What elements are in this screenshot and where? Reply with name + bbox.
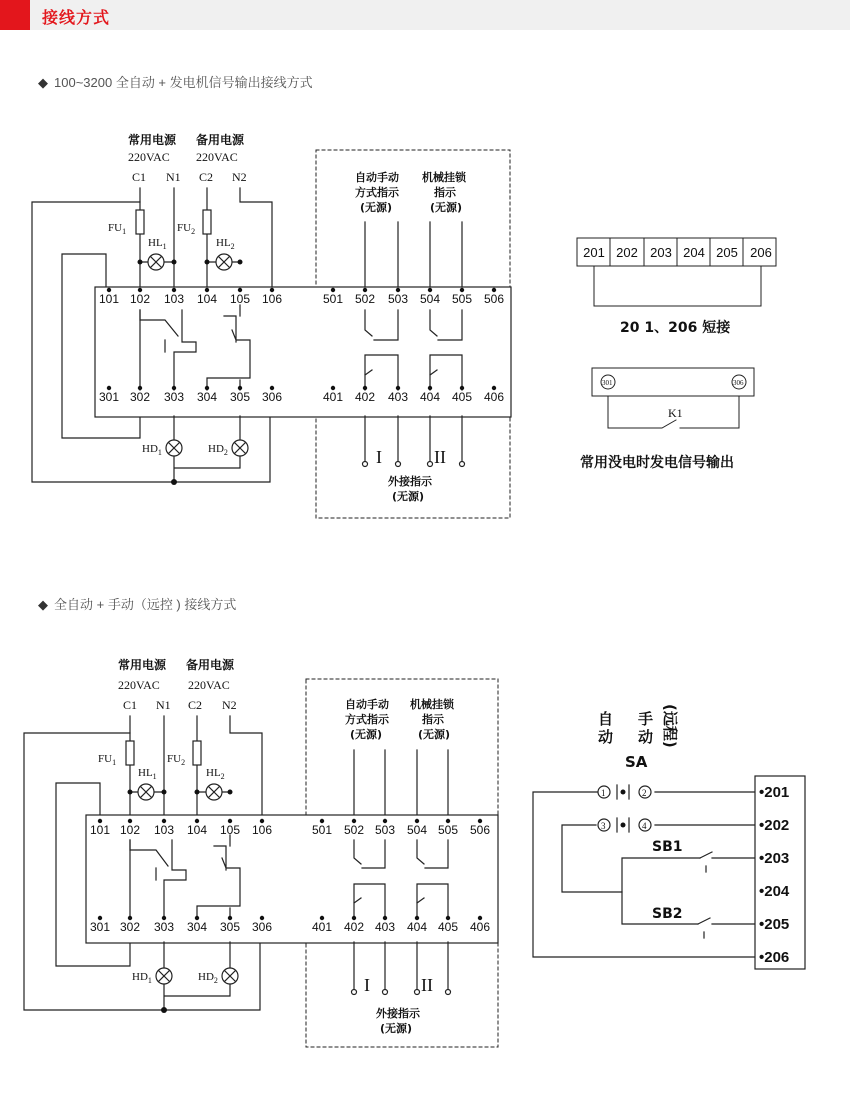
c1-label: C1 xyxy=(123,698,138,712)
backup-power-label: 备用电源 xyxy=(196,133,245,147)
hl1-label: $HL_1$ xyxy=(138,767,157,781)
n2-label: N2 xyxy=(232,170,247,184)
sa-loop-wire xyxy=(533,792,755,957)
short-terminal-label: 204 xyxy=(683,245,705,260)
sb1-label: SB1 xyxy=(652,839,683,855)
terminal-label: 404 xyxy=(419,390,441,404)
terminal-label: 303 xyxy=(163,390,185,404)
remote-terminal-label: •202 xyxy=(759,817,790,834)
remote-terminal-label: •203 xyxy=(759,850,790,867)
terminal-label: 105 xyxy=(219,823,241,837)
remote-terminal-box xyxy=(755,776,805,969)
terminal-label: 102 xyxy=(129,292,151,306)
short-note: 20 1、206 短接 xyxy=(620,320,731,336)
terminal-label: 503 xyxy=(374,823,396,837)
section1-title-text: 100~3200 全自动 + 发电机信号输出接线方式 xyxy=(54,75,313,90)
lock-label-2: 指示 xyxy=(434,186,456,199)
terminal-label: 402 xyxy=(343,920,365,934)
n2-label: N2 xyxy=(222,698,237,712)
sa-wire-sb1 xyxy=(562,825,755,892)
terminal-label: 306 xyxy=(251,920,273,934)
lock-label-2: 指示 xyxy=(422,713,444,726)
terminal-label: 401 xyxy=(322,390,344,404)
terminal-label: 403 xyxy=(387,390,409,404)
terminal-label: 301 xyxy=(98,390,120,404)
backup-power-label: 备用电源 xyxy=(186,658,235,672)
auto-manual-label-2: 方式指示 xyxy=(355,186,399,199)
voltage-label-2: 220VAC xyxy=(188,678,230,692)
terminal-label: 101 xyxy=(89,823,111,837)
n1-label: N1 xyxy=(166,170,181,184)
terminal-label: 501 xyxy=(311,823,333,837)
terminal-label: 106 xyxy=(251,823,273,837)
sa-label: SA xyxy=(625,753,648,771)
terminal-label: 502 xyxy=(343,823,365,837)
lock-label-3: (无源) xyxy=(418,728,451,741)
terminal-label: 503 xyxy=(387,292,409,306)
lock-label-3: (无源) xyxy=(430,201,463,214)
terminal-label: 502 xyxy=(354,292,376,306)
hd-wires xyxy=(174,416,240,482)
auto-manual-label-3: (无源) xyxy=(360,201,393,214)
terminal-label: 103 xyxy=(153,823,175,837)
indicator-wires xyxy=(365,222,462,290)
controller-module xyxy=(86,815,498,943)
voltage-label-1: 220VAC xyxy=(128,150,170,164)
short-link-wire xyxy=(594,266,761,306)
ext-label-1: 外接指示 xyxy=(388,475,432,488)
terminal-label: 404 xyxy=(406,920,428,934)
hd-wires xyxy=(164,942,230,1010)
roman-numeral-1: I xyxy=(376,447,382,467)
sa-c3-label: 3 xyxy=(601,821,606,831)
terminal-label: 103 xyxy=(163,292,185,306)
main-power-label: 常用电源 xyxy=(128,133,177,147)
lock-label-1: 机械挂锁 xyxy=(422,171,466,184)
fu2-label: $FU_2$ xyxy=(177,222,196,236)
sa-dot-1 xyxy=(621,790,626,795)
fu2-label: $FU_2$ xyxy=(167,753,186,767)
controller-module xyxy=(95,287,511,417)
lock-label-1: 机械挂锁 xyxy=(410,698,454,711)
sb-contacts xyxy=(698,852,712,938)
terminal-label: 506 xyxy=(483,292,505,306)
k1-right-label: 306 xyxy=(733,379,744,387)
terminal-label: 104 xyxy=(186,823,208,837)
short-terminal-label: 202 xyxy=(616,245,638,260)
c2-label: C2 xyxy=(199,170,214,184)
wire-n2 xyxy=(230,716,262,818)
ext-label-1: 外接指示 xyxy=(376,1007,420,1020)
terminal-label: 303 xyxy=(153,920,175,934)
junction-dot xyxy=(171,479,177,485)
junction-dot xyxy=(161,1007,167,1013)
terminal-label: 101 xyxy=(98,292,120,306)
sa-dot-2 xyxy=(621,823,626,828)
auto-top-char: 自 xyxy=(598,710,614,728)
terminal-label: 403 xyxy=(374,920,396,934)
terminal-label: 506 xyxy=(469,823,491,837)
short-terminal-label: 203 xyxy=(650,245,672,260)
terminal-label: 406 xyxy=(469,920,491,934)
short-terminal-label: 205 xyxy=(716,245,738,260)
terminal-label: 305 xyxy=(219,920,241,934)
sb2-label: SB2 xyxy=(652,906,683,922)
fu1-label: $FU_1$ xyxy=(108,222,127,236)
terminal-label: 402 xyxy=(354,390,376,404)
terminal-label: 106 xyxy=(261,292,283,306)
terminal-label: 406 xyxy=(483,390,505,404)
page-title: 接线方式 xyxy=(42,10,111,27)
short-terminal-block xyxy=(577,238,776,306)
terminal-label: 504 xyxy=(419,292,441,306)
terminal-label: 304 xyxy=(196,390,218,404)
remote-label: (远程) xyxy=(661,704,679,748)
terminal-label: 302 xyxy=(119,920,141,934)
manual-top-char: 手 xyxy=(638,710,654,728)
fuse-fu2 xyxy=(203,210,211,234)
k1-label: K1 xyxy=(668,406,683,420)
hd2-label: $HD_2$ xyxy=(208,443,228,457)
short-terminal-label: 206 xyxy=(750,245,772,260)
remote-terminal-label: •204 xyxy=(759,883,790,900)
manual-bottom-char: 动 xyxy=(638,728,654,746)
terminal-label: 505 xyxy=(437,823,459,837)
fu1-label: $FU_1$ xyxy=(98,753,117,767)
short-terminal-label: 201 xyxy=(583,245,605,260)
diamond-icon: ◆ xyxy=(38,597,48,612)
sa-c1-label: 1 xyxy=(601,788,606,798)
diagram-2 xyxy=(24,657,498,1047)
voltage-label-2: 220VAC xyxy=(196,150,238,164)
k1-left-label: 301 xyxy=(602,379,613,387)
auto-manual-label-1: 自动手动 xyxy=(355,171,399,184)
k1-note: 常用没电时发电信号输出 xyxy=(580,455,734,471)
auto-bottom-char: 动 xyxy=(598,728,614,746)
ext-label-2: (无源) xyxy=(380,1022,413,1035)
main-power-label: 常用电源 xyxy=(118,658,167,672)
terminal-label: 306 xyxy=(261,390,283,404)
terminal-label: 102 xyxy=(119,823,141,837)
sa-wire-sb2 xyxy=(622,892,755,924)
roman-numeral-2: II xyxy=(421,975,433,995)
c2-label: C2 xyxy=(188,698,203,712)
hl1-label: $HL_1$ xyxy=(148,237,167,251)
terminal-label: 105 xyxy=(229,292,251,306)
roman-numeral-2: II xyxy=(434,447,446,467)
hl2-label: $HL_2$ xyxy=(206,767,225,781)
terminal-label: 301 xyxy=(89,920,111,934)
diagram-1 xyxy=(32,132,511,518)
hd1-label: $HD_1$ xyxy=(142,443,162,457)
n1-label: N1 xyxy=(156,698,171,712)
terminal-label: 104 xyxy=(196,292,218,306)
remote-terminal-label: •201 xyxy=(759,784,790,801)
terminal-label: 305 xyxy=(229,390,251,404)
terminal-label: 505 xyxy=(451,292,473,306)
fuse-fu1 xyxy=(136,210,144,234)
indicator-wires xyxy=(354,750,448,818)
remote-terminal-label: •205 xyxy=(759,916,790,933)
terminal-label: 504 xyxy=(406,823,428,837)
fuse-fu1 xyxy=(126,741,134,765)
terminal-label: 302 xyxy=(129,390,151,404)
k1-terminal-box xyxy=(592,368,754,396)
wire-n2 xyxy=(240,188,272,290)
terminal-label: 401 xyxy=(311,920,333,934)
roman-numeral-1: I xyxy=(364,975,370,995)
ext-label-2: (无源) xyxy=(392,490,425,503)
hd1-label: $HD_1$ xyxy=(132,971,152,985)
hd2-label: $HD_2$ xyxy=(198,971,218,985)
terminal-label: 405 xyxy=(437,920,459,934)
voltage-label-1: 220VAC xyxy=(118,678,160,692)
sa-c2-label: 2 xyxy=(642,788,647,798)
diamond-icon: ◆ xyxy=(38,75,48,90)
auto-manual-label-3: (无源) xyxy=(350,728,383,741)
terminal-label: 405 xyxy=(451,390,473,404)
sa-c4-label: 4 xyxy=(642,821,647,831)
terminal-label: 304 xyxy=(186,920,208,934)
auto-manual-label-2: 方式指示 xyxy=(345,713,389,726)
terminal-label: 501 xyxy=(322,292,344,306)
hl2-label: $HL_2$ xyxy=(216,237,235,251)
section2-title-text: 全自动 + 手动（远控 ) 接线方式 xyxy=(54,597,237,612)
auto-manual-label-1: 自动手动 xyxy=(345,698,389,711)
fuse-fu2 xyxy=(193,741,201,765)
c1-label: C1 xyxy=(132,170,147,184)
remote-terminal-label: •206 xyxy=(759,949,790,966)
